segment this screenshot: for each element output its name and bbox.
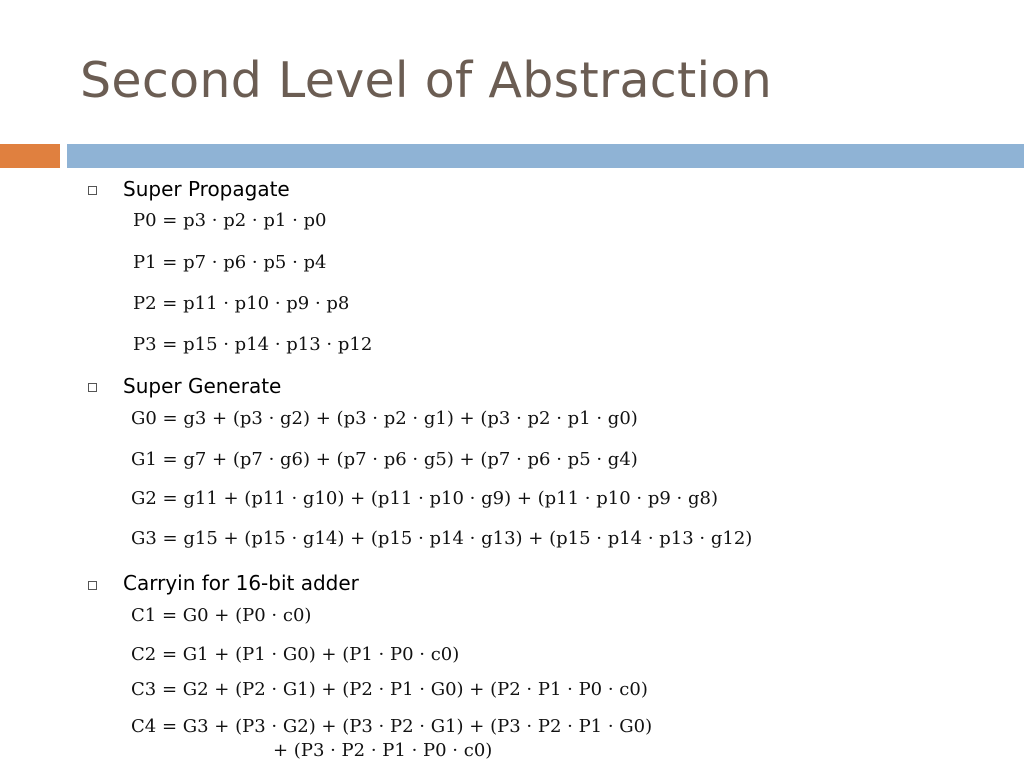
equation-c4-continuation: + (P3 · P2 · P1 · P0 · c0): [273, 740, 493, 761]
header-accent-bar-orange: [0, 144, 60, 168]
equation-g3: G3 = g15 + (p15 · g14) + (p15 · p14 · g13) + (p15 · p14 · p13 · g12): [131, 528, 753, 549]
section-label-carryin: Carryin for 16-bit adder: [123, 571, 359, 595]
equation-c1: C1 = G0 + (P0 · c0): [131, 605, 312, 626]
section-label-super-propagate: Super Propagate: [123, 177, 290, 201]
equation-g0: G0 = g3 + (p3 · g2) + (p3 · p2 · g1) + (p3 · p2 · p1 · g0): [131, 408, 638, 429]
slide-title: Second Level of Abstraction: [80, 52, 773, 109]
equation-p3: P3 = p15 · p14 · p13 · p12: [133, 334, 373, 355]
bullet-square-icon: [88, 383, 97, 392]
equation-g1: G1 = g7 + (p7 · g6) + (p7 · p6 · g5) + (p7 · p6 · p5 · g4): [131, 449, 638, 470]
bullet-square-icon: [88, 186, 97, 195]
equation-c2: C2 = G1 + (P1 · G0) + (P1 · P0 · c0): [131, 644, 460, 665]
equation-c4: C4 = G3 + (P3 · G2) + (P3 · P2 · G1) + (P3 · P2 · P1 · G0): [131, 716, 653, 737]
equation-p2: P2 = p11 · p10 · p9 · p8: [133, 293, 350, 314]
equation-g2: G2 = g11 + (p11 · g10) + (p11 · p10 · g9) + (p11 · p10 · p9 · g8): [131, 488, 718, 509]
equation-p0: P0 = p3 · p2 · p1 · p0: [133, 210, 327, 231]
section-label-super-generate: Super Generate: [123, 374, 282, 398]
equation-p1: P1 = p7 · p6 · p5 · p4: [133, 252, 327, 273]
equation-c3: C3 = G2 + (P2 · G1) + (P2 · P1 · G0) + (P2 · P1 · P0 · c0): [131, 679, 648, 700]
header-accent-bar-blue: [67, 144, 1024, 168]
bullet-square-icon: [88, 581, 97, 590]
